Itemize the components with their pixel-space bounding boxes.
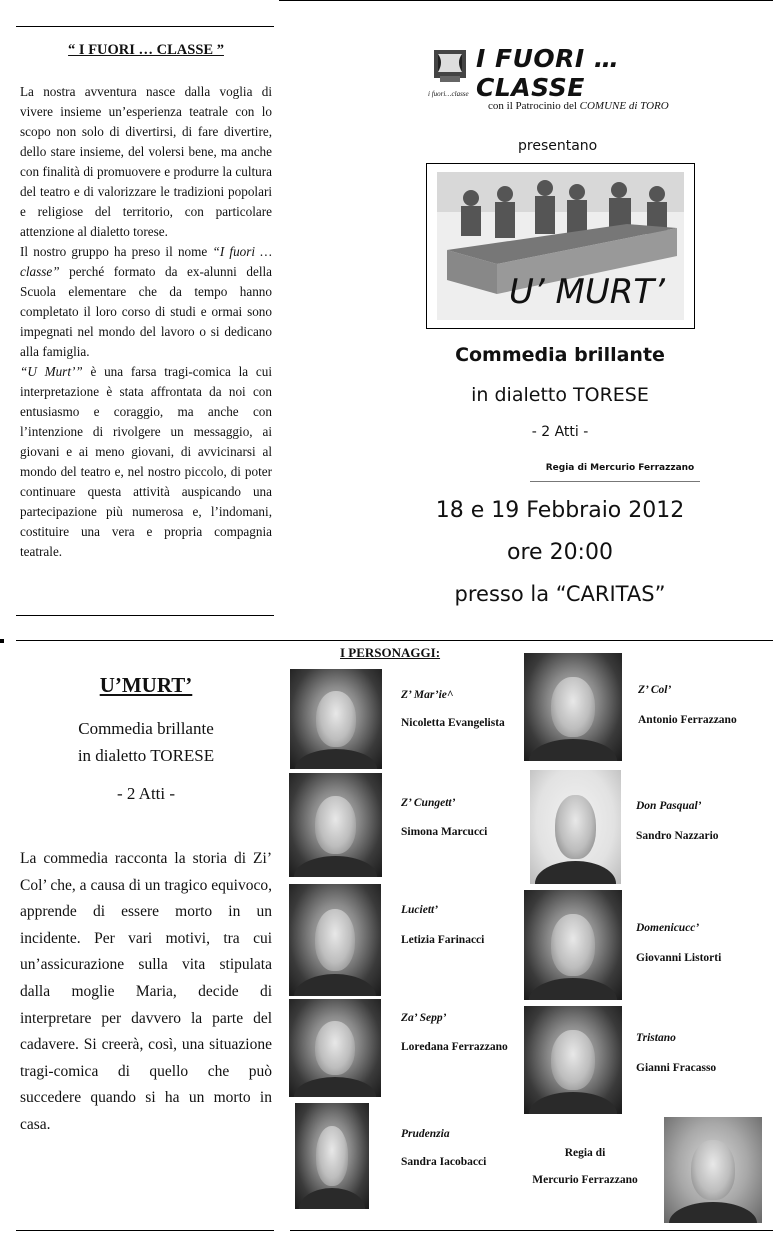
director-underline	[530, 481, 700, 482]
director-label: Regia di	[564, 1147, 606, 1159]
actor-photo	[289, 884, 381, 996]
mid-left-rule	[16, 615, 274, 616]
cover-acts: - 2 Atti -	[531, 424, 589, 440]
play-acts: - 2 Atti -	[116, 784, 176, 803]
actor-photo	[530, 770, 621, 884]
about-paragraph-3: è una farsa tragi-comica la cui interpretazione è stata affrontata da noi con entusiasmo e coraggio, ma anche con l’intenzione di rivolgere un messaggio, ai giovani e ai meno giovani, di avvicinarsi al mondo del teatro e, nel nostro piccolo, di poter continuare questa attività auspicando una partecipazione più numerosa e, l’indomani, costituire una vera e propria compagnia teatrale.	[20, 364, 272, 559]
play-illustration	[426, 163, 695, 329]
logo-small-text: i fuori…classe	[428, 90, 469, 98]
cover-director: Regia di Mercurio Ferrazzano	[545, 463, 695, 473]
top-right-rule	[279, 0, 773, 1]
mid-full-rule	[16, 640, 773, 641]
cover-time: ore 20:00	[507, 540, 613, 565]
play-name-quote: “U Murt’”	[20, 364, 83, 379]
presents-label: presentano	[518, 138, 598, 154]
top-left-rule	[16, 26, 274, 27]
logo-title: I FUORI … CLASSE	[476, 44, 620, 102]
cast-role: Z’ Col’	[638, 684, 672, 696]
cast-actor: Loredana Ferrazzano	[401, 1041, 508, 1053]
group-name-quote: “I fuori … classe”	[20, 244, 272, 279]
cast-role: Luciett’	[401, 904, 439, 916]
actor-photo	[524, 890, 622, 1000]
cast-role: Z’ Mar’ie^	[401, 689, 454, 701]
about-paragraph-2b: perché formato da ex-alunni della Scuola elementare che da tempo hanno completato il loro corso di studi e ormai sono impegnati nel mondo del lavoro o si dedicano alla famiglia.	[20, 264, 273, 359]
cast-role: Domenicucc’	[636, 922, 700, 934]
cast-actor: Antonio Ferrazzano	[638, 714, 737, 726]
patronage-prefix: con il Patrocinio del	[488, 100, 577, 112]
about-paragraph-2a: Il nostro gruppo ha preso il nome	[20, 244, 208, 259]
cast-actor: Nicoletta Evangelista	[401, 717, 505, 729]
director-name: Mercurio Ferrazzano	[532, 1174, 638, 1186]
cover-venue: presso la “CARITAS”	[454, 582, 666, 606]
bottom-left-rule	[16, 1230, 274, 1231]
cast-role: Prudenzia	[401, 1128, 450, 1140]
cast-actor: Letizia Farinacci	[401, 934, 485, 946]
director-photo	[664, 1117, 762, 1223]
illustration-title: U’ MURT’	[509, 272, 665, 312]
cover-genre-line1: Commedia brillante	[455, 344, 665, 366]
patronage-entity: COMUNE di TORO	[579, 100, 669, 112]
cast-role: Z’ Cungett’	[401, 797, 456, 809]
actor-photo	[289, 999, 381, 1097]
group-title: “ I FUORI … CLASSE ”	[68, 42, 224, 58]
cast-actor: Sandra Iacobacci	[401, 1156, 487, 1168]
bottom-right-rule	[290, 1230, 773, 1231]
play-genre-line1: Commedia brillante	[78, 719, 214, 738]
play-genre-line2: in dialetto TORESE	[77, 746, 215, 765]
cast-role: Tristano	[636, 1032, 676, 1044]
cast-actor: Gianni Fracasso	[636, 1062, 717, 1074]
synopsis: La commedia racconta la storia di Zi’ Col’ che, a causa di un tragico equivoco, apprende di essere morto in un incidente. Per vari motivi, tra cui un’assicurazione sulla vita stipulata dalla moglie Maria, decide di interpretare per davvero la parte del cadavere. Si creerà, così, una situazione tragi-comica di quello che può succedere quando si ha un morto in casa.	[20, 850, 272, 1133]
cast-actor: Simona Marcucci	[401, 826, 488, 838]
cast-actor: Sandro Nazzario	[636, 830, 719, 842]
cover-genre-line2: in dialetto TORESE	[471, 384, 649, 406]
cast-role: Don Pasqual’	[636, 800, 702, 812]
cast-role: Za’ Sepp’	[401, 1012, 447, 1024]
actor-photo	[524, 1006, 622, 1114]
corner-mark	[0, 639, 4, 643]
actor-photo	[289, 773, 382, 877]
patronage-line	[488, 100, 698, 112]
actor-photo	[290, 669, 382, 769]
actor-photo	[295, 1103, 369, 1209]
actor-photo	[524, 653, 622, 761]
cover-dates: 18 e 19 Febbraio 2012	[435, 498, 685, 523]
about-text	[20, 82, 272, 562]
cast-actor: Giovanni Listorti	[636, 952, 722, 964]
about-paragraph-1: La nostra avventura nasce dalla voglia di vivere insieme un’esperienza teatrale con lo scopo non solo di divertirsi, di fare divertire, dello stare insieme, del volersi bene, ma anche con finalità di promuovere e produrre la cultura del teatro e di valorizzare le tradizioni popolari e religiose del territorio, con particolare attenzione al dialetto torese.	[20, 84, 272, 239]
play-title: U’MURT’	[99, 673, 193, 697]
cast-heading: I PERSONAGGI:	[340, 645, 441, 660]
